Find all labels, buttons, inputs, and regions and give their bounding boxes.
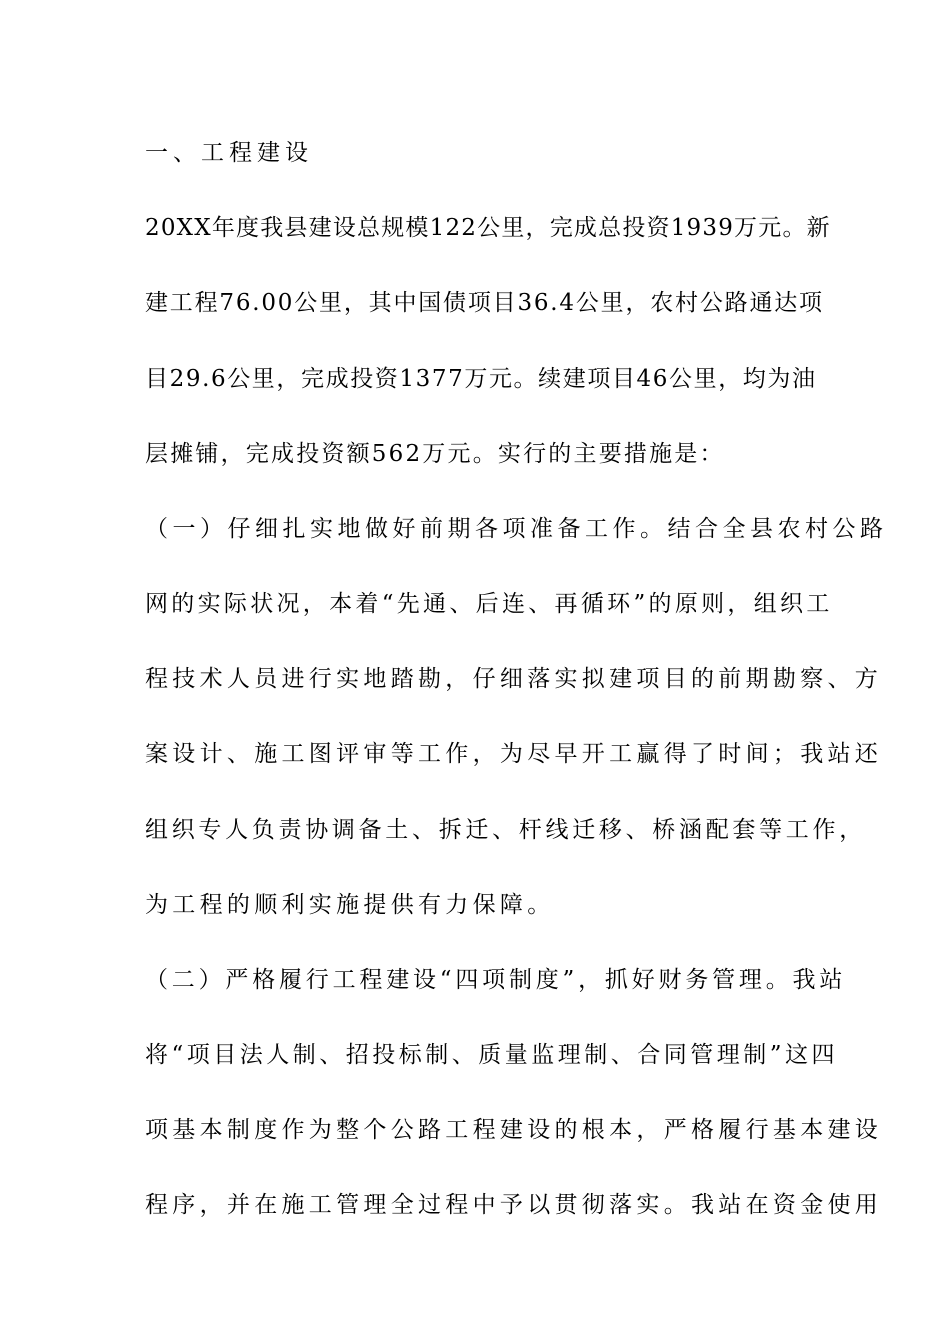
body-line: 层摊铺，完成投资额562万元。实行的主要措施是： xyxy=(145,441,725,467)
body-line: 组织专人负责协调备土、拆迁、杆线迁移、桥涵配套等工作， xyxy=(145,817,866,843)
body-line: 网的实际状况，本着“先通、后连、再循环”的原则，组织工 xyxy=(145,591,833,617)
body-line: 建工程76.00公里，其中国债项目36.4公里，农村公路通达项 xyxy=(145,290,824,316)
body-line: 为工程的顺利实施提供有力保障。 xyxy=(145,892,555,918)
body-line: 程技术人员进行实地踏勘，仔细落实拟建项目的前期勘察、方 xyxy=(145,666,883,692)
body-line: （二）严格履行工程建设“四项制度”，抓好财务管理。我站 xyxy=(145,967,847,993)
body-line: 项基本制度作为整个公路工程建设的根本，严格履行基本建设 xyxy=(145,1117,883,1143)
section-heading: 一、工程建设 xyxy=(145,140,313,166)
body-line: 20XX年度我县建设总规模122公里，完成总投资1939万元。新 xyxy=(145,215,831,241)
body-line: 目29.6公里，完成投资1377万元。续建项目46公里，均为油 xyxy=(145,366,817,392)
body-line: （一）仔细扎实地做好前期各项准备工作。结合全县农村公路 xyxy=(145,516,888,542)
body-line: 将“项目法人制、招投标制、质量监理制、合同管理制”这四 xyxy=(145,1042,839,1068)
body-line: 程序，并在施工管理全过程中予以贯彻落实。我站在资金使用 xyxy=(145,1192,883,1218)
body-line: 案设计、施工图评审等工作，为尽早开工赢得了时间；我站还 xyxy=(145,741,883,767)
